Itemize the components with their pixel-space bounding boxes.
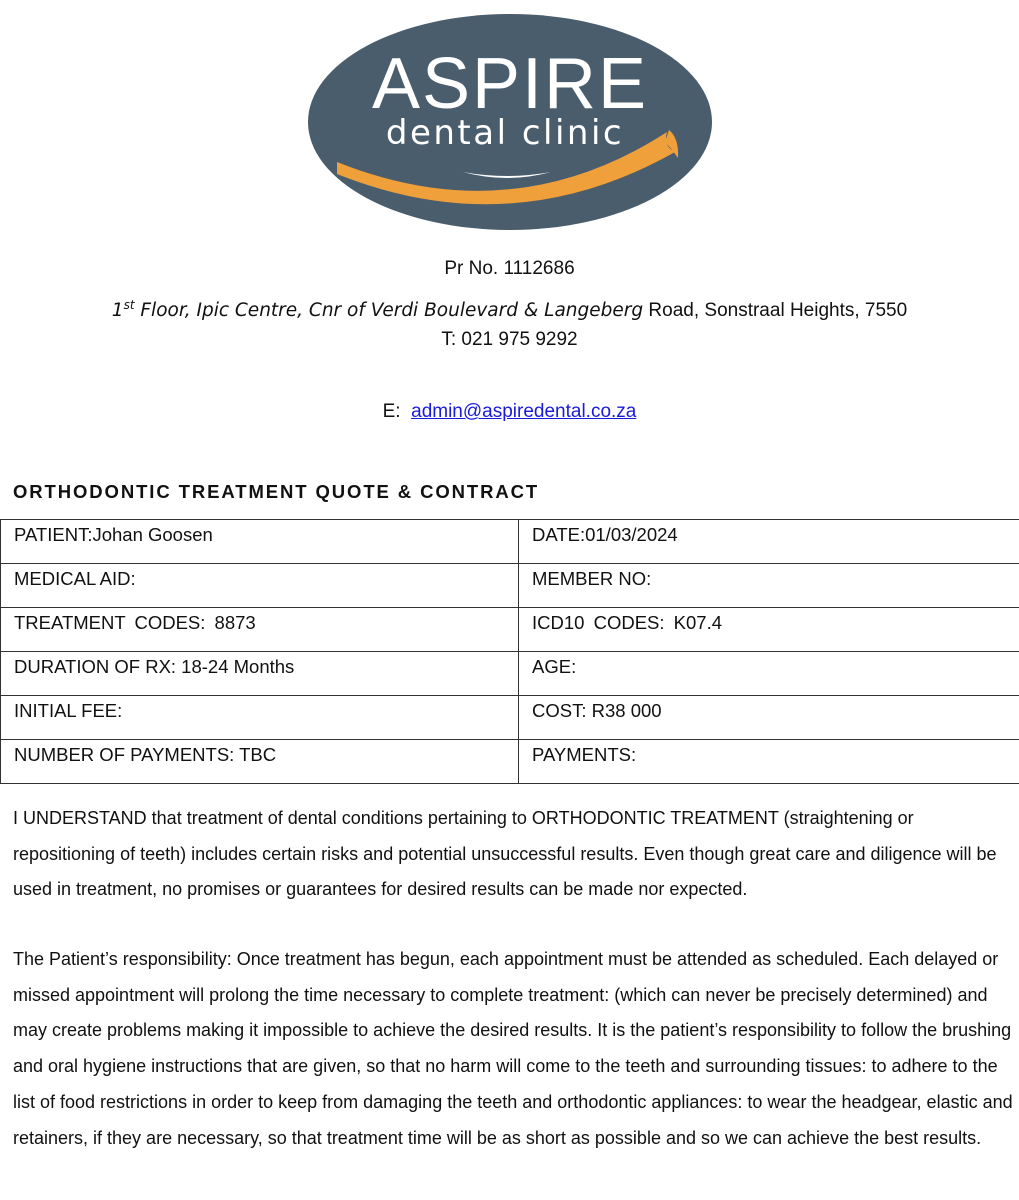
number-of-payments-cell: NUMBER OF PAYMENTS: TBC	[1, 740, 519, 784]
address-line	[0, 293, 1019, 323]
treatment-info-table	[0, 519, 1019, 784]
table-row	[1, 564, 1019, 608]
member-no-cell: MEMBER NO:	[519, 564, 1019, 608]
medical-aid-cell: MEDICAL AID:	[1, 564, 519, 608]
patient-responsibility-paragraph: The Patient’s responsibility: Once treatment has begun, each appointment must be attended as scheduled. Each delayed or missed appointment will prolong the time necessary to complete treatment: (which can never be precisely determined) and may create problems making it impossible to achieve the desired results. It is the patient’s responsibility to follow the brushing and oral hygiene instructions that are given, so that no harm will come to the teeth and surrounding tissues: to adhere to the list of food restrictions in order to keep from damaging the teeth and orthodontic appliances: to wear the headgear, elastic and retainers, if they are necessary, so that treatment time will be as short as possible and so we can achieve the best results.	[13, 949, 1013, 1148]
duration-cell: DURATION OF RX: 18-24 Months	[1, 652, 519, 696]
table-row	[1, 520, 1019, 564]
email-label: E:	[382, 401, 401, 422]
address-rest: Road, Sonstraal Heights, 7550	[643, 300, 908, 321]
patient-cell: PATIENT:Johan Goosen	[1, 520, 519, 564]
date-cell: DATE:01/03/2024	[519, 520, 1019, 564]
table-row	[1, 652, 1019, 696]
address-floor-suffix: st	[123, 298, 135, 312]
understanding-paragraph: I UNDERSTAND that treatment of dental conditions pertaining to ORTHODONTIC TREATMENT (straightening or repositioning of teeth) includes certain risks and potential unsuccessful results. Even though great care and diligence will be used in treatment, no promises or guarantees for desired results can be made nor expected.	[13, 808, 997, 900]
email-line	[0, 400, 1019, 424]
icd10-codes-cell: ICD10 CODES: K07.4	[519, 608, 1019, 652]
logo-name-line1: ASPIRE	[371, 44, 649, 124]
logo-name-line2: dental clinic	[385, 113, 625, 153]
age-cell: AGE:	[519, 652, 1019, 696]
email-link[interactable]: admin@aspiredental.co.za	[411, 401, 637, 422]
aspire-dental-clinic-logo	[307, 12, 713, 232]
cost-cell: COST: R38 000	[519, 696, 1019, 740]
address-floor-number: 1	[111, 300, 124, 321]
table-row	[1, 740, 1019, 784]
initial-fee-cell: INITIAL FEE:	[1, 696, 519, 740]
document-title: ORTHODONTIC TREATMENT QUOTE & CONTRACT	[13, 481, 540, 502]
treatment-codes-cell: TREATMENT CODES: 8873	[1, 608, 519, 652]
practice-number: Pr No. 1112686	[444, 258, 575, 279]
table-row	[1, 696, 1019, 740]
phone-number: T: 021 975 9292	[441, 329, 578, 350]
payments-cell: PAYMENTS:	[519, 740, 1019, 784]
address-italic-part: Floor, Ipic Centre, Cnr of Verdi Boulevard & Langeberg	[134, 300, 644, 321]
table-row	[1, 608, 1019, 652]
